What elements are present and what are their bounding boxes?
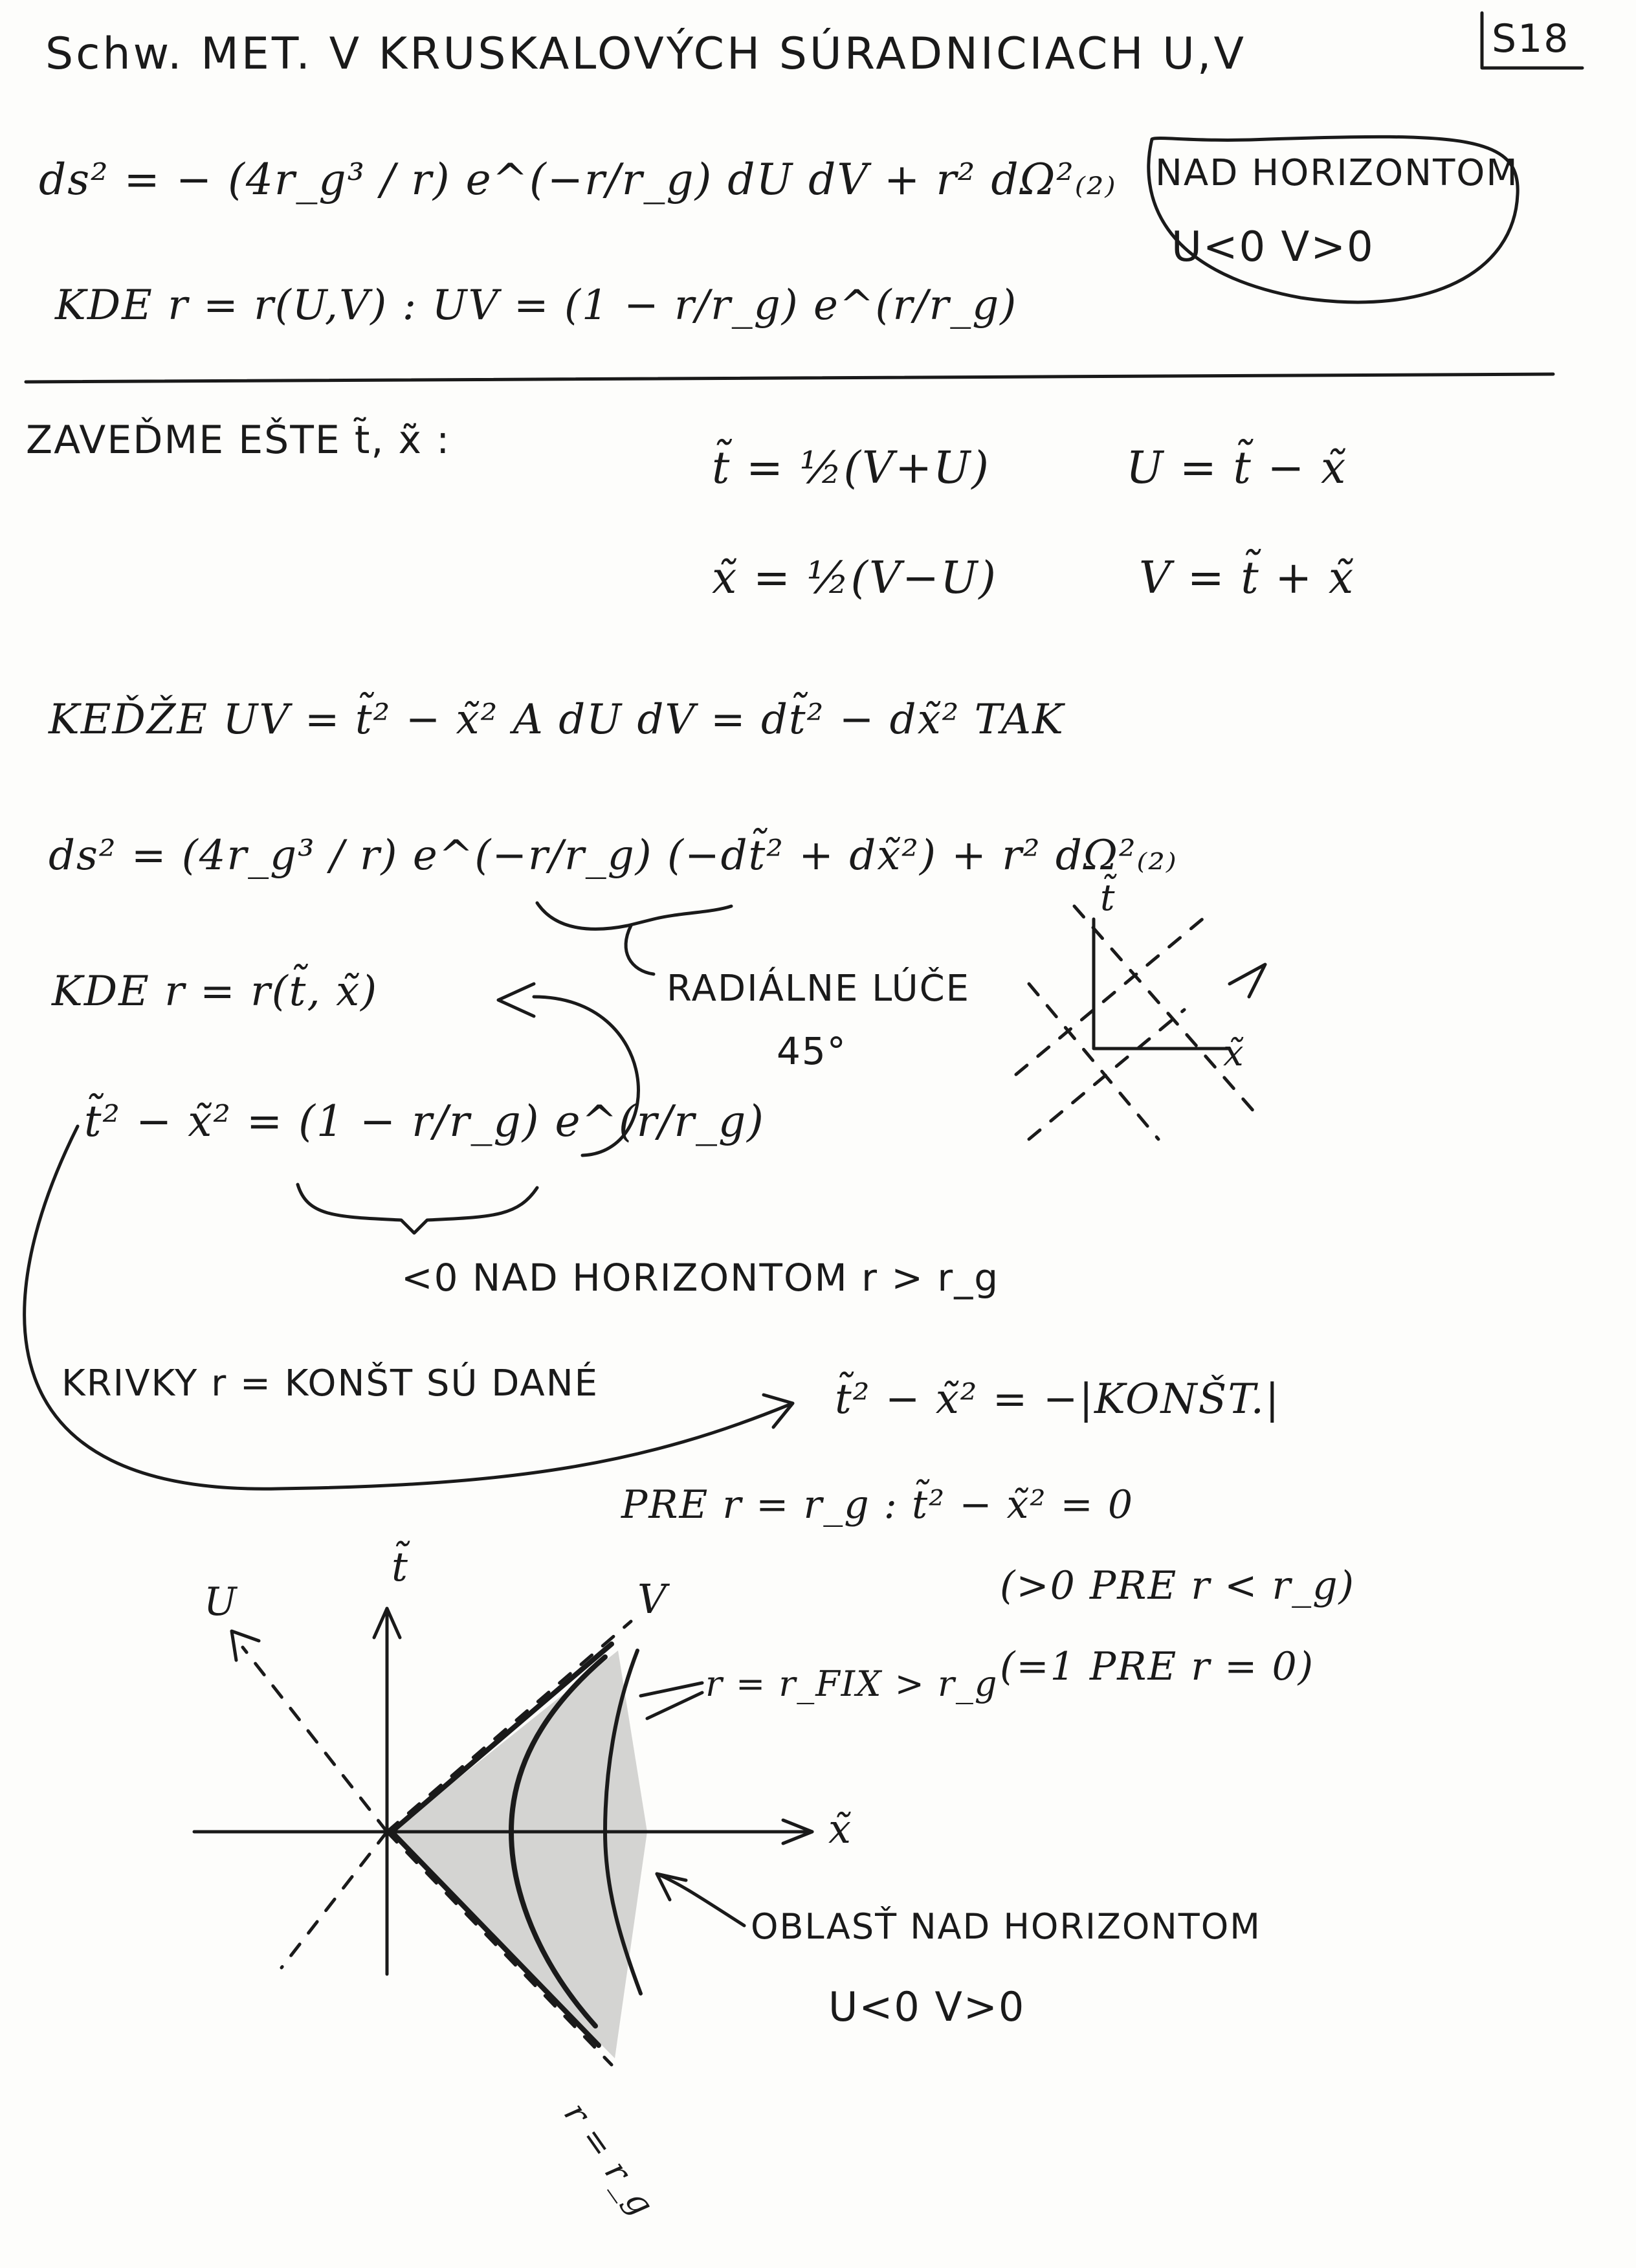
equation-t-def: t̃ = ½(V+U): [712, 443, 990, 494]
arrow-loop-head: [498, 984, 534, 1016]
equation-where-tx: KDE r = r(t̃, x̃): [52, 968, 379, 1016]
region-shade: [392, 1651, 647, 2058]
page-title: Schw. MET. V KRUSKALOVÝCH SÚRADNICIACH U,V: [45, 28, 1246, 80]
curves-equation: t̃² − x̃² = −|KONŠT.|: [835, 1375, 1281, 1423]
equation-where-uv: KDE r = r(U,V) : UV = (1 − r/r_g) e^(r/r_g): [55, 282, 1018, 329]
arrow-rfix-1: [641, 1683, 702, 1696]
horizon-rg-label: r = r_g: [556, 2095, 662, 2224]
small-axis-x-label: x̃: [1223, 1032, 1245, 1074]
horizon-box-line1: NAD HORIZONTOM: [1155, 152, 1519, 194]
arrow-big: [25, 1126, 790, 1489]
introduce-label: ZAVEĎME EŠTE t̃, x̃ :: [26, 417, 451, 463]
condition-singularity: (=1 PRE r = 0): [1000, 1644, 1315, 1689]
radial-angle-note: 45°: [777, 1029, 847, 1073]
arrow-rfix-2: [647, 1693, 702, 1718]
divider-line: [26, 374, 1553, 382]
horizon-condition: PRE r = r_g : t̃² − x̃² = 0: [621, 1482, 1134, 1528]
equation-metric-uv: ds² = − (4r_g³ / r) e^(−r/r_g) dU dV + r² dΩ²₍₂₎: [39, 155, 1117, 205]
brace-below: [298, 1184, 537, 1233]
since-line: KEĎŽE UV = t̃² − x̃² A dU dV = dt̃² − dx̃² TAK: [49, 696, 1065, 744]
axis-v-label: V: [637, 1575, 668, 1623]
horizon-box-line2: U<0 V>0: [1171, 223, 1375, 271]
equation-x-def: x̃ = ½(V−U): [712, 553, 997, 604]
page-label: S18: [1492, 16, 1570, 61]
below-horizon-note: <0 NAD HORIZONTOM r > r_g: [401, 1256, 1000, 1300]
arrow-big-head: [764, 1395, 793, 1427]
axis-t-label: t̃: [392, 1543, 409, 1590]
equation-hyperbola: t̃² − x̃² = (1 − r/r_g) e^(r/r_g): [84, 1096, 765, 1146]
axis-x-label: x̃: [828, 1805, 852, 1852]
equation-u-def: U = t̃ − x̃: [1126, 443, 1347, 494]
region-condition-label: U<0 V>0: [828, 1983, 1026, 2030]
curves-line: KRIVKY r = KONŠT SÚ DANÉ: [61, 1362, 599, 1405]
arrow-radial: [626, 926, 654, 974]
brace-radial: [537, 903, 731, 929]
region-label: OBLASŤ NAD HORIZONTOM: [751, 1906, 1261, 1947]
u-axis: [243, 1647, 387, 1832]
condition-inside: (>0 PRE r < r_g): [1000, 1563, 1355, 1608]
equation-v-def: V = t̃ + x̃: [1139, 553, 1355, 604]
equation-metric-tx: ds² = (4r_g³ / r) e^(−r/r_g) (−dt̃² + dx̃²) + r² dΩ²₍₂₎: [49, 832, 1178, 880]
small-axis-t-label: t̃: [1100, 877, 1116, 919]
axis-u-label: U: [204, 1579, 238, 1625]
rfix-label: r = r_FIX > r_g: [705, 1663, 999, 1704]
u-axis-arrowhead: [232, 1631, 259, 1660]
radial-rays-note: RADIÁLNE LÚČE: [667, 968, 971, 1010]
small-spacetime-diagram: [1016, 906, 1265, 1139]
